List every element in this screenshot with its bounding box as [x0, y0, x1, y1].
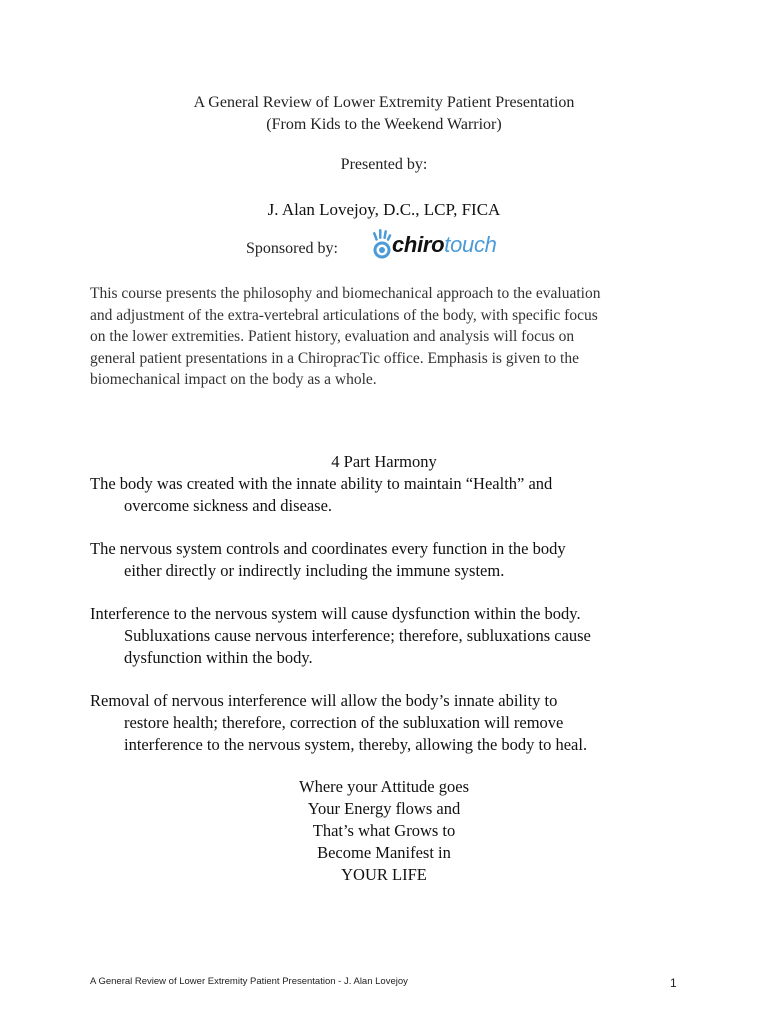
sponsored-by-label: Sponsored by:: [246, 240, 338, 257]
section-heading: 4 Part Harmony: [331, 452, 437, 471]
document-subtitle: (From Kids to the Weekend Warrior): [266, 116, 502, 133]
poem-line: That’s what Grows to: [312, 821, 456, 840]
poem-line: Where your Attitude goes: [299, 777, 469, 796]
course-abstract: [90, 283, 690, 391]
abstract-line: on the lower extremities. Patient history, evaluation and analysis will focus on: [90, 328, 575, 345]
author-name: J. Alan Lovejoy, D.C., LCP, FICA: [267, 200, 501, 219]
sponsor-row: [0, 228, 768, 268]
harmony-paragraph: Removal of nervous interference will allow the body’s innate ability to restore health; therefore, correction of the subluxation will remove interference to the nervous system, thereby, allowing the body to heal.: [90, 691, 588, 754]
harmony-paragraph: The body was created with the innate ability to maintain “Health” and overcome sickness and disease.: [90, 474, 553, 515]
abstract-line: general patient presentations in a ChiropracTic office. Emphasis is given to the: [90, 349, 579, 367]
hand-icon: [370, 228, 394, 262]
abstract-line: and adjustment of the extra-vertebral articulations of the body, with specific focus: [90, 306, 598, 324]
harmony-paragraph: Interference to the nervous system will cause dysfunction within the body. Subluxations cause nervous interference; therefore, subluxations cause dysfunction within the body.: [90, 604, 591, 667]
harmony-paragraph: The nervous system controls and coordinates every function in the body either directly or indirectly including the immune system.: [90, 539, 566, 580]
document-title: A General Review of Lower Extremity Patient Presentation: [193, 94, 575, 111]
poem-line: YOUR LIFE: [341, 865, 427, 884]
abstract-line: biomechanical impact on the body as a whole.: [90, 371, 377, 388]
chirotouch-logo: chirotouch: [370, 228, 520, 262]
page-footer: A General Review of Lower Extremity Patient Presentation - J. Alan Lovejoy: [90, 976, 408, 987]
closing-poem: [0, 776, 768, 886]
poem-line: Your Energy flows and: [307, 799, 461, 818]
poem-line: Become Manifest in: [317, 843, 451, 862]
presented-by-label: Presented by:: [340, 156, 428, 173]
page-number: 1: [670, 976, 677, 990]
abstract-line: This course presents the philosophy and biomechanical approach to the evaluation: [90, 285, 601, 302]
